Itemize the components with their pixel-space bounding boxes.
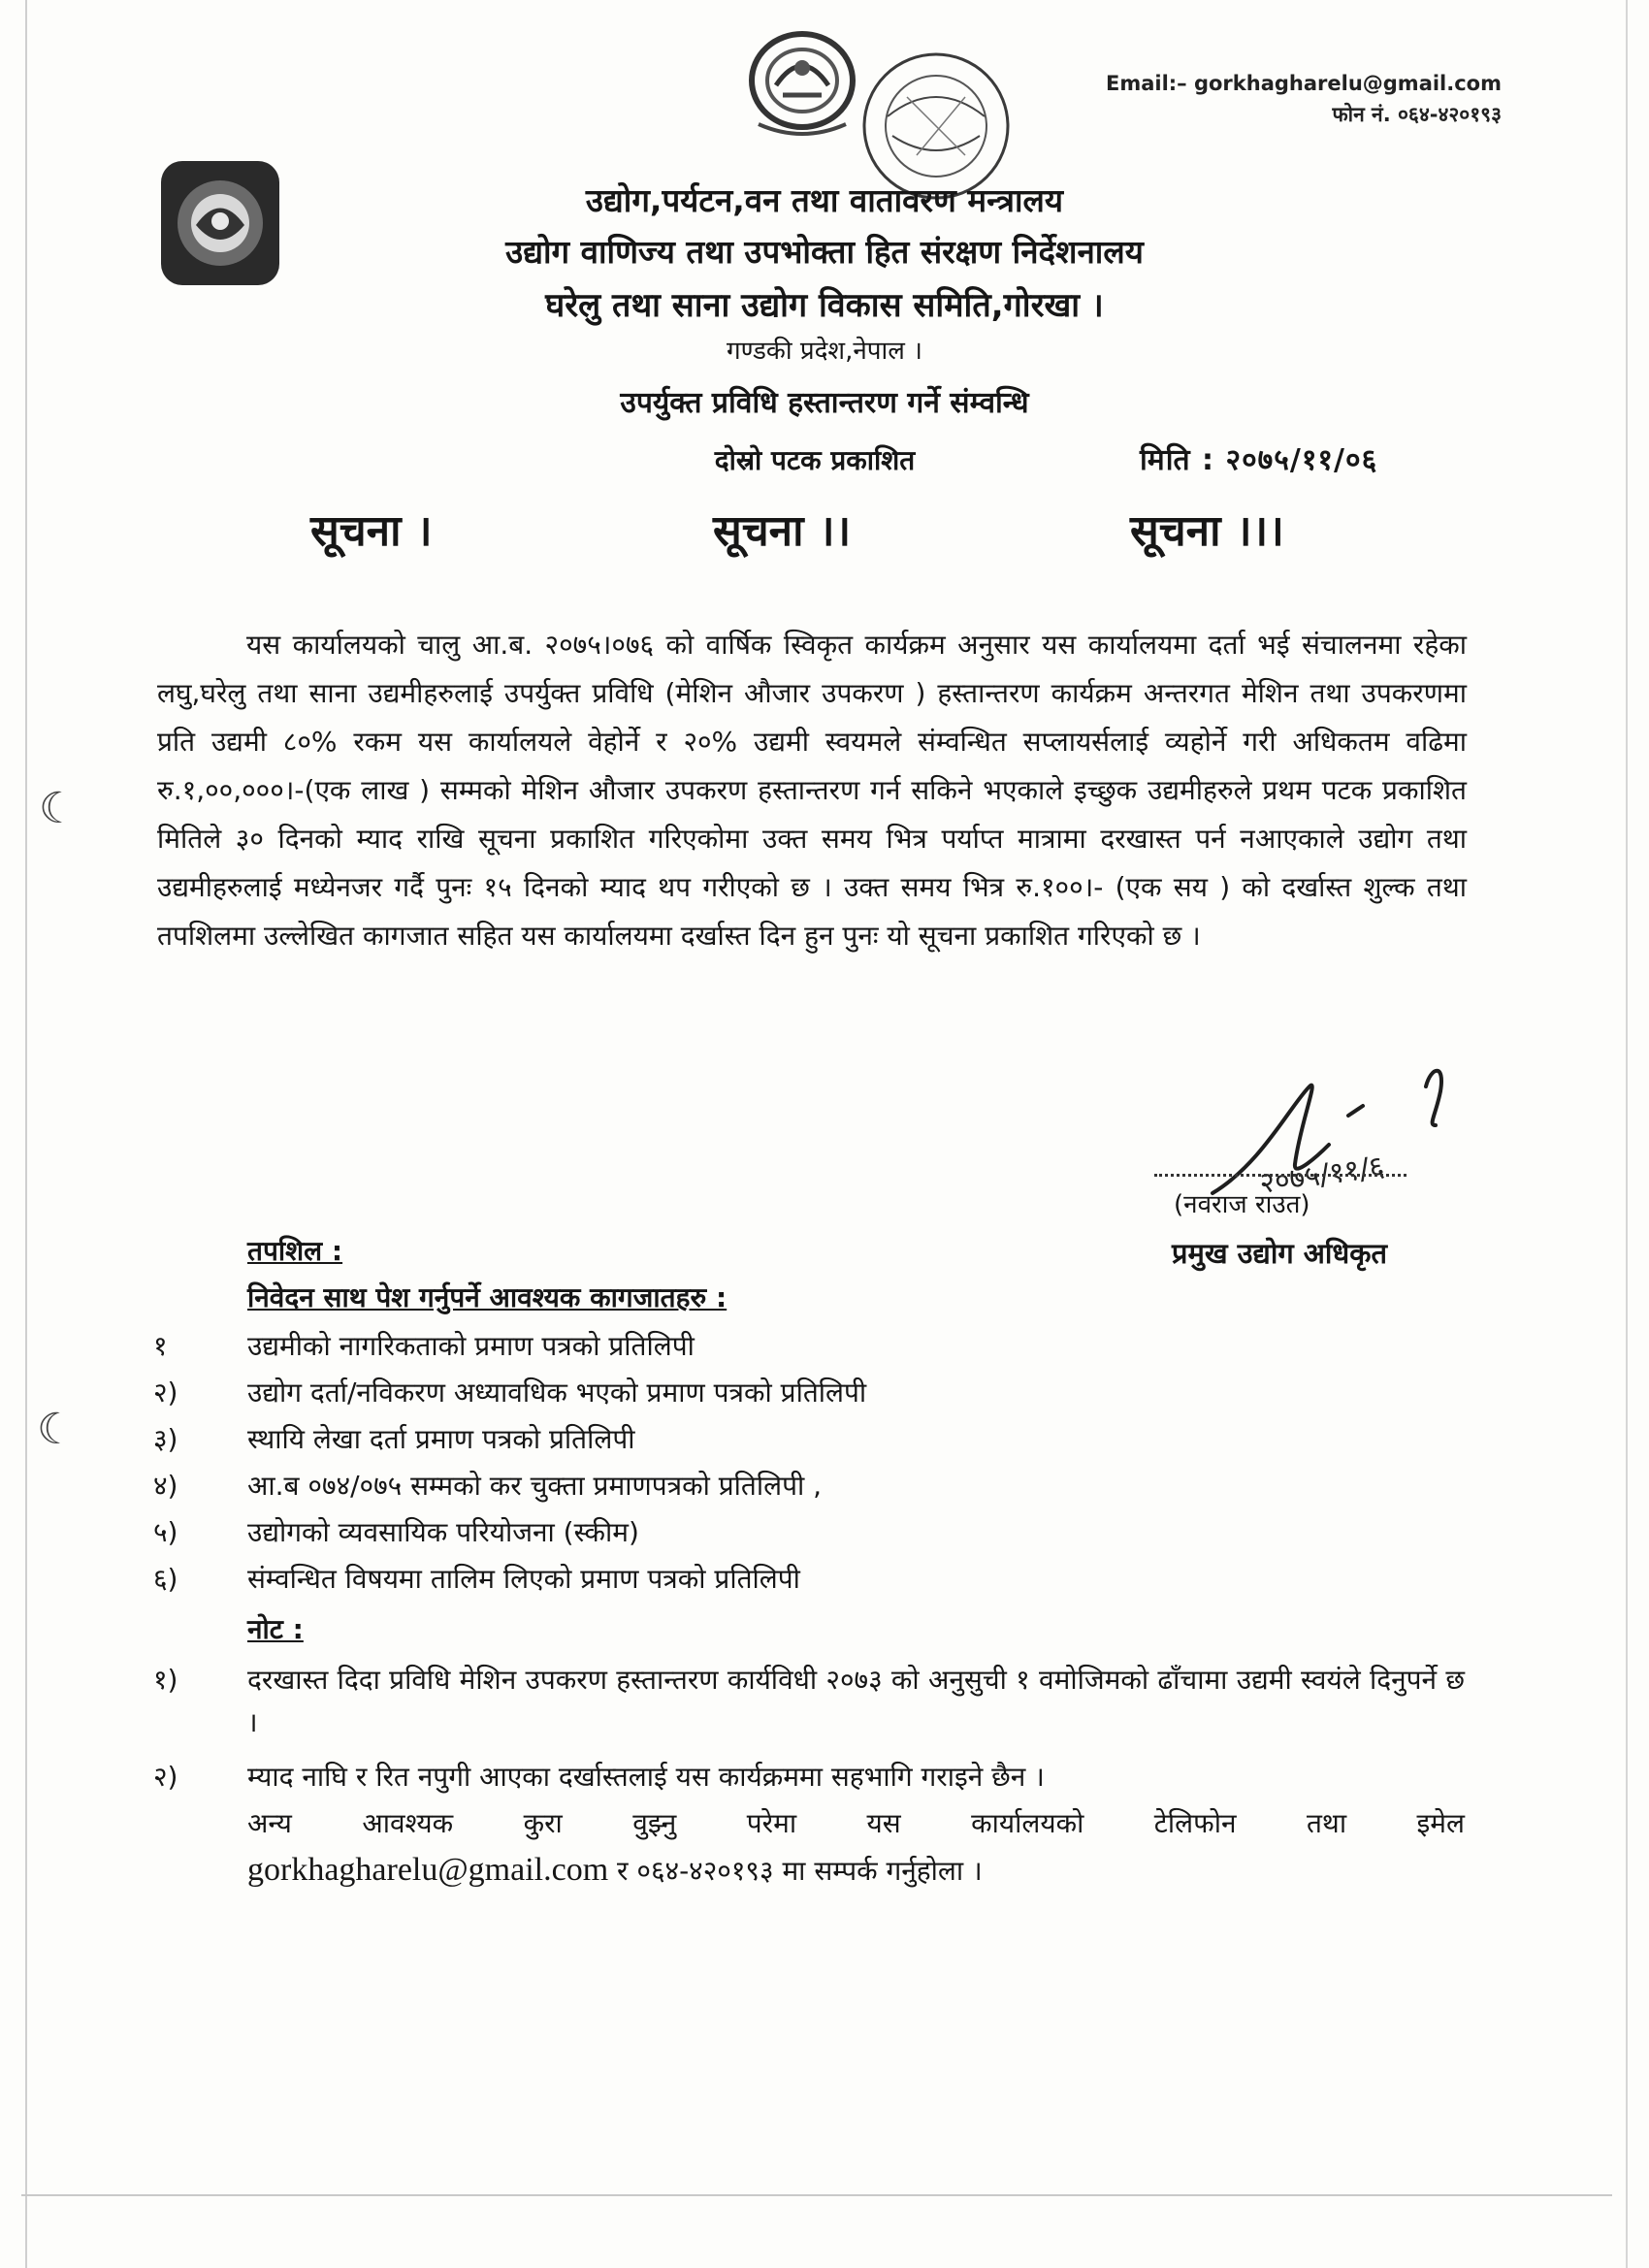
contact-email[interactable]: Email:– gorkhagharelu@gmail.com — [1105, 72, 1502, 95]
required-documents-title: निवेदन साथ पेश गर्नुपर्ने आवश्यक कागजातहरु : — [247, 1281, 728, 1313]
province-name: गण्डकी प्रदेश,नेपाल । — [726, 337, 923, 366]
contact-block — [1106, 68, 1502, 130]
office-name: घरेलु तथा साना उद्योग विकास समिति,गोरखा । — [545, 286, 1104, 325]
directorate-name: उद्योग वाणिज्य तथा उपभोक्ता हित संरक्षण निर्देशनालय — [505, 233, 1144, 271]
signature-date: २०७५/११/६ — [1257, 1150, 1387, 1201]
notice-document: Email:– gorkhagharelu@gmail.com फोन नं. ०६४-४२०१९३ उद्योग,पर्यटन,वन तथा वातावरण मन्त्रालय उद्योग वाणिज्य तथा उपभोक्ता हित संरक्षण निर्देशनालय घरेलु तथा साना उद्योग विकास समिति,गोरखा । गण्डकी प्रदेश,नेपाल । उपर्युक्त प्रविधि हस्तान्तरण गर्ने संम्वन्धि दोस्रो पटक प्रकाशित मिति : २०७५/११/०६ सूचना । सूचना ।। सूचना ।।। यस कार्यालयको चालु आ.ब. २०७५।०७६ को वार्षिक स्विकृत कार्यक्रम अनुसार यस कार्यालयमा दर्ता भई संचालनमा रहेका लघु,घरेलु तथा साना उद्यमीहरुलाई उपर्युक्त प्रविधि (मेशिन औजार उपकरण ) हस्तान्तरण कार्यक्रम अन्तरगत मेशिन तथा उपकरणमा प्रति उद्यमी ८०% रकम यस कार्यालयले वेहोर्ने र २०% उद्यमी स्वयमले संम्वन्धित सप्लायर्सलाई व्यहोर्ने गरी अधिकतम वढिमा रु.१,००,०००।-(एक लाख ) सम्मको मेशिन औजार उपकरण हस्तान्तरण गर्न सकिने भएकाले इच्छुक उद्यमीहरुले प्रथम पटक प्रकाशित मितिले ३० दिनको म्याद राखि सूचना प्रकाशित गरिएकोमा उक्त समय भित्र पर्याप्त मात्रामा दरखास्त पर्न नआएकाले उद्योग तथा उद्यमीहरुलाई मध्येनजर गर्दै पुनः १५ दिनको म्याद थप गरीएको छ । उक्त समय भित्र रु.१००।- (एक सय ) को दर्खास्त शुल्क तथा तपशिलमा उल्लेखित कागजात सहित यस कार्यालयमा दर्खास्त दिन हुन पुनः यो सूचना प्रकाशित गरिएको छ । ☾ ☾ २०७५/११/६ (नवराज राउत) प्रमुख उद्योग अधिकृत तपशिल : निवेदन साथ पेश गर्नुपर्ने आवश्यक कागजातहरु : १ उद्यमीको नागरिकताको प्रमाण पत्रको प्रतिलिपी २) उद्योग दर्ता/नविकरण अध्यावधिक भएको प्रमाण पत्रको प्रतिलिपी ३) स्थायि लेखा दर्ता प्रमाण पत्रको प्रतिलिपी ४) आ.ब ०७४/०७५ सम्मको कर चुक्ता प्रमाणपत्रको प्रतिलिपी , ५) उद्योगको व्यवसायिक परियोजना (स्कीम) ६) संम्वन्धित विषयमा तालिम लिएको प्रमाण पत्रको प्रतिलिपी नोट : १) दरखास्त दिदा प्रविधि मेशिन उपकरण हस्तान्तरण कार्यविधी २०७३ को अनुसुची १ वमोजिमको ढाँचामा उद्यमी स्वयंले दिनुपर्ने छ । २) म्याद नाघि र रित नपुगी आएका दर्खास्तलाई यस कार्यक्रममा सहभागि गराइने छैन । अन्य आवश्यक कुरा वुझ्नु परेमा यस कार्यालयको टेलिफोन तथा इमेल gorkhagharelu@gmail.com र ०६४-४२०१९३ मा सम्पर्क गर्नुहोला । — [0, 0, 1649, 2268]
notice-body: यस कार्यालयको चालु आ.ब. २०७५।०७६ को वार्षिक स्विकृत कार्यक्रम अनुसार यस कार्यालयमा दर्ता भई संचालनमा रहेका लघु,घरेलु तथा साना उद्यमीहरुलाई उपर्युक्त प्रविधि (मेशिन औजार उपकरण ) हस्तान्तरण कार्यक्रम अन्तरगत मेशिन तथा उपकरणमा प्रति उद्यमी ८०% रकम यस कार्यालयले वेहोर्ने र २०% उद्यमी स्वयमले संम्वन्धित सप्लायर्सलाई व्यहोर्ने गरी अधिकतम वढिमा रु.१,००,०००।-(एक लाख ) सम्मको मेशिन औजार उपकरण हस्तान्तरण गर्न सकिने भएकाले इच्छुक उद्यमीहरुले प्रथम पटक प्रकाशित मितिले ३० दिनको म्याद राखि सूचना प्रकाशित गरिएकोमा उक्त समय भित्र पर्याप्त मात्रामा दरखास्त पर्न नआएकाले उद्योग तथा उद्यमीहरुलाई मध्येनजर गर्दै पुनः १५ दिनको म्याद थप गरीएको छ । उक्त समय भित्र रु.१००।- (एक सय ) को दर्खास्त शुल्क तथा तपशिलमा उल्लेखित कागजात सहित यस कार्यालयमा दर्खास्त दिन हुन पुनः यो सूचना प्रकाशित गरिएको छ । — [157, 629, 1467, 952]
notice-heading-3: सूचना ।।। — [1130, 506, 1284, 556]
scan-mark: ☾ — [39, 784, 78, 833]
list-item: १) दरखास्त दिदा प्रविधि मेशिन उपकरण हस्तान्तरण कार्यविधी २०७३ को अनुसुची १ वमोजिमको ढाँचामा उद्यमी स्वयंले दिनुपर्ने छ । — [153, 1664, 1465, 1738]
ministry-name: उद्योग,पर्यटन,वन तथा वातावरण मन्त्रालय — [585, 181, 1064, 219]
scan-mark: ☾ — [37, 1405, 76, 1454]
signer-name: (नवराज राउत) — [1174, 1190, 1310, 1219]
notice-date: मिति : २०७५/११/०६ — [1140, 443, 1378, 477]
contact-email-link[interactable]: gorkhagharelu@gmail.com — [247, 1852, 609, 1888]
tapsil-title: तपशिल : — [247, 1235, 343, 1267]
scan-edge-bottom — [21, 2194, 1612, 2196]
note-title: नोट : — [247, 1613, 304, 1645]
signature-line — [1154, 1174, 1406, 1177]
contact-phone: फोन नं. ०६४-४२०१९३ — [1332, 103, 1502, 126]
edition-label: दोस्रो पटक प्रकाशित — [714, 444, 916, 476]
signer-title: प्रमुख उद्योग अधिकृत — [1172, 1237, 1388, 1270]
notice-heading-2: सूचना ।। — [713, 506, 852, 556]
notice-subject: उपर्युक्त प्रविधि हस्तान्तरण गर्ने संम्वन्धि — [620, 386, 1029, 420]
notice-heading-1: सूचना । — [310, 506, 433, 556]
